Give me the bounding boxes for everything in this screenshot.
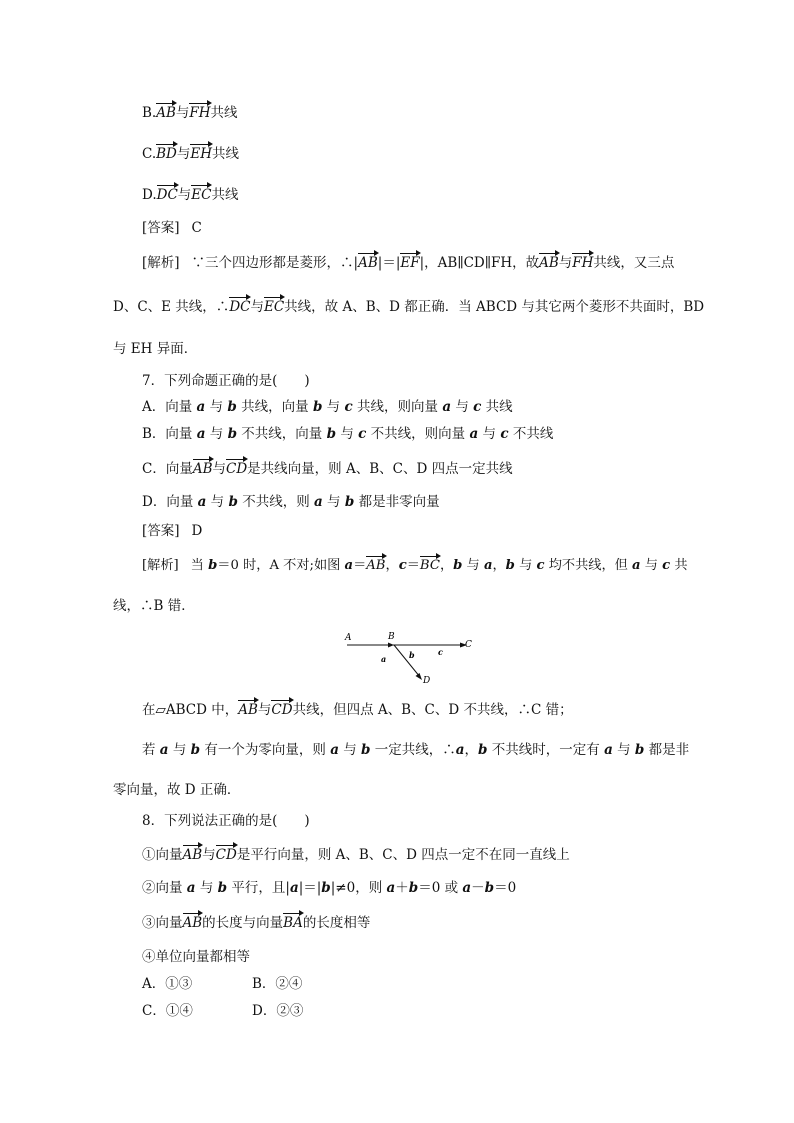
- q7-option-d: [142, 493, 440, 511]
- vector-a: a: [344, 558, 354, 573]
- text: ①向量: [142, 847, 183, 863]
- vector-fh: FH: [572, 255, 594, 271]
- vector-ab: AB: [182, 915, 203, 931]
- vector-dc: DC: [156, 187, 178, 203]
- text: |，AB∥CD∥FH，故: [419, 255, 540, 271]
- text: 与: [338, 742, 362, 758]
- text: 不共线，则向量: [366, 426, 470, 442]
- text: 与: [257, 702, 272, 718]
- point-c-label: C: [465, 640, 472, 650]
- text: ∵三个四边形都是菱形，∴|: [191, 255, 359, 271]
- vector-a: a: [196, 426, 206, 442]
- text: 与: [202, 847, 216, 863]
- text: 平行，且|: [227, 880, 290, 896]
- text: 与: [462, 558, 484, 573]
- text: 当: [190, 558, 209, 573]
- vector-ab: AB: [156, 105, 176, 121]
- text: ＝0: [494, 880, 517, 896]
- vector-a: a: [159, 742, 169, 758]
- text: 与: [322, 399, 345, 415]
- text: D．向量: [142, 494, 198, 510]
- arrowhead-b: [388, 643, 394, 648]
- vector-a: a: [455, 742, 465, 758]
- vector-ab: AB: [238, 702, 258, 718]
- vector-eh: EH: [190, 146, 213, 162]
- text: |＝|: [298, 880, 322, 896]
- q6-option-b: [142, 104, 238, 122]
- text: ，: [464, 742, 479, 758]
- vector-a: a: [314, 494, 323, 510]
- text: 不共线，向量: [237, 426, 327, 442]
- vector-b: b: [478, 742, 488, 758]
- text: 与: [175, 105, 190, 121]
- text: D、C、E 共线，∴: [113, 299, 230, 315]
- vector-a: a: [186, 880, 196, 896]
- vector-a: a: [604, 742, 613, 758]
- text: 的长度与向量: [202, 915, 284, 931]
- analysis-label: [解析]: [142, 255, 180, 271]
- point-b-label: B: [388, 632, 395, 642]
- text: 共线，向量: [236, 399, 313, 415]
- vector-ab: AB: [358, 255, 378, 271]
- option-b: B．②④: [252, 976, 303, 992]
- q6-analysis-line-2: [113, 298, 704, 316]
- option-label: B.: [142, 105, 157, 121]
- q8-option-d: [252, 1002, 303, 1020]
- text: 共线，故 A、B、D 都正确．当 ABCD 与其它两个菱形不共面时，BD: [284, 299, 705, 315]
- text: －: [471, 880, 485, 896]
- option-label: D.: [142, 187, 157, 203]
- text: 与: [612, 742, 635, 758]
- vector-b: b: [408, 880, 419, 896]
- text: ，: [385, 558, 399, 573]
- text: ＋: [395, 880, 409, 896]
- vector-a: a: [483, 558, 493, 573]
- vector-b: b: [361, 742, 371, 758]
- text: 与: [336, 426, 359, 442]
- q6-analysis-line-3: [113, 340, 197, 358]
- text: |≠0，则: [330, 880, 387, 896]
- text: 与: [514, 558, 537, 573]
- analysis-label: [解析]: [142, 558, 179, 573]
- vector-b: b: [217, 880, 228, 896]
- vector-b: b: [344, 494, 355, 510]
- vector-b: b: [453, 558, 463, 573]
- text: ②向量: [142, 880, 187, 896]
- vector-bd: BD: [156, 146, 177, 162]
- text: 是平行向量，则 A、B、C、D 四点一定不在同一直线上: [236, 847, 570, 863]
- q7-analysis-line-1: [142, 557, 688, 575]
- text: ＝0 时，A 不对;如图: [217, 558, 345, 573]
- vector-b: b: [326, 426, 337, 442]
- vector-c: c: [344, 399, 353, 415]
- vector-a: a: [462, 880, 472, 896]
- answer-value: D: [191, 523, 203, 539]
- q7-option-c: [142, 460, 513, 478]
- text: 都是非零向量: [354, 494, 440, 510]
- text: ＝: [353, 558, 367, 573]
- text: 与: [177, 187, 192, 203]
- vector-b-label: b: [409, 650, 415, 660]
- vector-b: b: [208, 558, 218, 573]
- text: 线，∴B 错．: [113, 598, 195, 614]
- option-d: D．②③: [252, 1003, 304, 1019]
- text: 与 EH 异面．: [113, 341, 198, 357]
- text: ＝: [406, 558, 420, 573]
- q6-analysis-line-1: [142, 254, 674, 272]
- text: 与: [451, 399, 474, 415]
- vector-bc: BC: [419, 558, 440, 573]
- q7-analysis-line-3: [142, 701, 573, 719]
- q7-answer: [142, 522, 202, 540]
- vector-b: b: [227, 399, 237, 415]
- text: 都是非: [644, 742, 690, 758]
- point-d-label: D: [423, 676, 431, 686]
- vector-ab: AB: [366, 558, 386, 573]
- vector-b: b: [312, 399, 323, 415]
- text: 与: [558, 255, 573, 271]
- text: 与: [206, 494, 229, 510]
- vector-b: b: [634, 742, 645, 758]
- vector-c-label: c: [438, 647, 443, 657]
- vector-b: b: [505, 558, 515, 573]
- vector-b: b: [227, 426, 238, 442]
- text: 共线，又三点: [593, 255, 675, 271]
- text: 共线: [481, 399, 513, 415]
- vector-cd: CD: [271, 702, 293, 718]
- text: |＝|: [377, 255, 401, 271]
- vector-c: c: [358, 426, 367, 442]
- option-c: C．①④: [142, 1003, 193, 1019]
- text: B．向量: [142, 426, 197, 442]
- text: 共线，但四点 A、B、C、D 不共线，∴C 错；: [292, 702, 573, 718]
- text: 若: [142, 742, 160, 758]
- vector-a: a: [442, 399, 452, 415]
- vector-a: a: [632, 558, 641, 573]
- text: 与: [195, 880, 218, 896]
- q7-analysis-line-5: [113, 781, 240, 799]
- vector-ec: EC: [263, 299, 285, 315]
- q8-statement-1: [142, 846, 570, 864]
- text: 有一个为零向量，则: [200, 742, 331, 758]
- vector-a: a: [469, 426, 479, 442]
- text: ，: [439, 558, 454, 573]
- text: 与: [205, 399, 228, 415]
- q8-option-b: [252, 975, 302, 993]
- q6-answer: [142, 219, 202, 237]
- vector-a: a: [289, 880, 299, 896]
- point-a-label: A: [345, 633, 352, 643]
- q6-option-c: [142, 145, 239, 163]
- text: 与: [168, 742, 191, 758]
- segment-bd: [394, 645, 420, 677]
- text: 与: [640, 558, 663, 573]
- text: 是共线向量，则 A、B、C、D 四点一定共线: [247, 461, 513, 477]
- vector-ab: AB: [182, 847, 203, 863]
- vector-cd: CD: [215, 847, 237, 863]
- q8-statement-3: [142, 914, 370, 932]
- vector-a: a: [197, 494, 207, 510]
- answer-value: C: [191, 220, 202, 236]
- text: 与: [205, 426, 228, 442]
- q8-statement-2: [142, 879, 516, 897]
- vector-b: b: [228, 494, 238, 510]
- option-a: A．①③: [142, 976, 193, 992]
- vector-ef: EF: [400, 255, 420, 271]
- vector-ab: AB: [192, 461, 213, 477]
- text: 不共线，则: [237, 494, 315, 510]
- text: 与: [478, 426, 501, 442]
- text: 共线: [211, 187, 239, 203]
- arrowhead-d: [416, 673, 423, 680]
- text: 与: [176, 146, 191, 162]
- answer-label: [答案]: [142, 523, 180, 539]
- q8-option-a: [142, 975, 192, 993]
- vector-c: c: [536, 558, 545, 573]
- text: 共线: [210, 105, 238, 121]
- text: C．向量: [142, 461, 193, 477]
- vector-c: c: [473, 399, 482, 415]
- option-label: C.: [142, 146, 157, 162]
- text: 与: [212, 461, 227, 477]
- q7-option-a: [142, 398, 513, 416]
- answer-label: [答案]: [142, 220, 180, 236]
- vector-b: b: [484, 880, 495, 896]
- q7-analysis-line-4: [142, 741, 689, 759]
- vector-c: c: [662, 558, 671, 573]
- vector-cd: CD: [226, 461, 248, 477]
- vector-c: c: [398, 558, 407, 573]
- text: 一定共线，∴: [370, 742, 456, 758]
- vector-a-label: a: [381, 654, 387, 664]
- vector-c: c: [500, 426, 509, 442]
- vector-a: a: [386, 880, 396, 896]
- q8-statement-4: [142, 948, 250, 966]
- q8-stem: [142, 812, 310, 830]
- vector-a: a: [196, 399, 206, 415]
- vector-figure: [335, 626, 495, 692]
- text: 的长度相等: [302, 915, 371, 931]
- text: ③向量: [142, 915, 183, 931]
- q7-analysis-line-2: [113, 597, 195, 615]
- text: 共线: [212, 146, 240, 162]
- text: 零向量，故 D 正确．: [113, 782, 241, 798]
- text: 共: [670, 558, 688, 573]
- vector-ec: EC: [191, 187, 212, 203]
- vector-b: b: [190, 742, 201, 758]
- text: ＝0 或: [418, 880, 463, 896]
- text: 与: [250, 299, 264, 315]
- vector-ab: AB: [539, 255, 559, 271]
- q7-option-b: [142, 425, 553, 443]
- vector-ba: BA: [283, 915, 303, 931]
- text: 不共线: [508, 426, 554, 442]
- vector-dc: DC: [229, 299, 251, 315]
- question-stem: 7．下列命题正确的是( ): [142, 373, 310, 389]
- text: ，: [492, 558, 506, 573]
- text: 在▱ABCD 中，: [142, 702, 239, 718]
- text: ④单位向量都相等: [142, 949, 250, 965]
- text: 均不共线，但: [544, 558, 633, 573]
- vector-fh: FH: [189, 105, 211, 121]
- text: 共线，则向量: [352, 399, 443, 415]
- q7-stem: [142, 372, 310, 390]
- text: 与: [322, 494, 345, 510]
- text: A．向量: [142, 399, 197, 415]
- vector-b: b: [321, 880, 331, 896]
- q8-option-c: [142, 1002, 193, 1020]
- text: 不共线时，一定有: [487, 742, 605, 758]
- q6-option-d: [142, 186, 238, 204]
- question-stem: 8．下列说法正确的是( ): [142, 813, 310, 829]
- vector-a: a: [330, 742, 339, 758]
